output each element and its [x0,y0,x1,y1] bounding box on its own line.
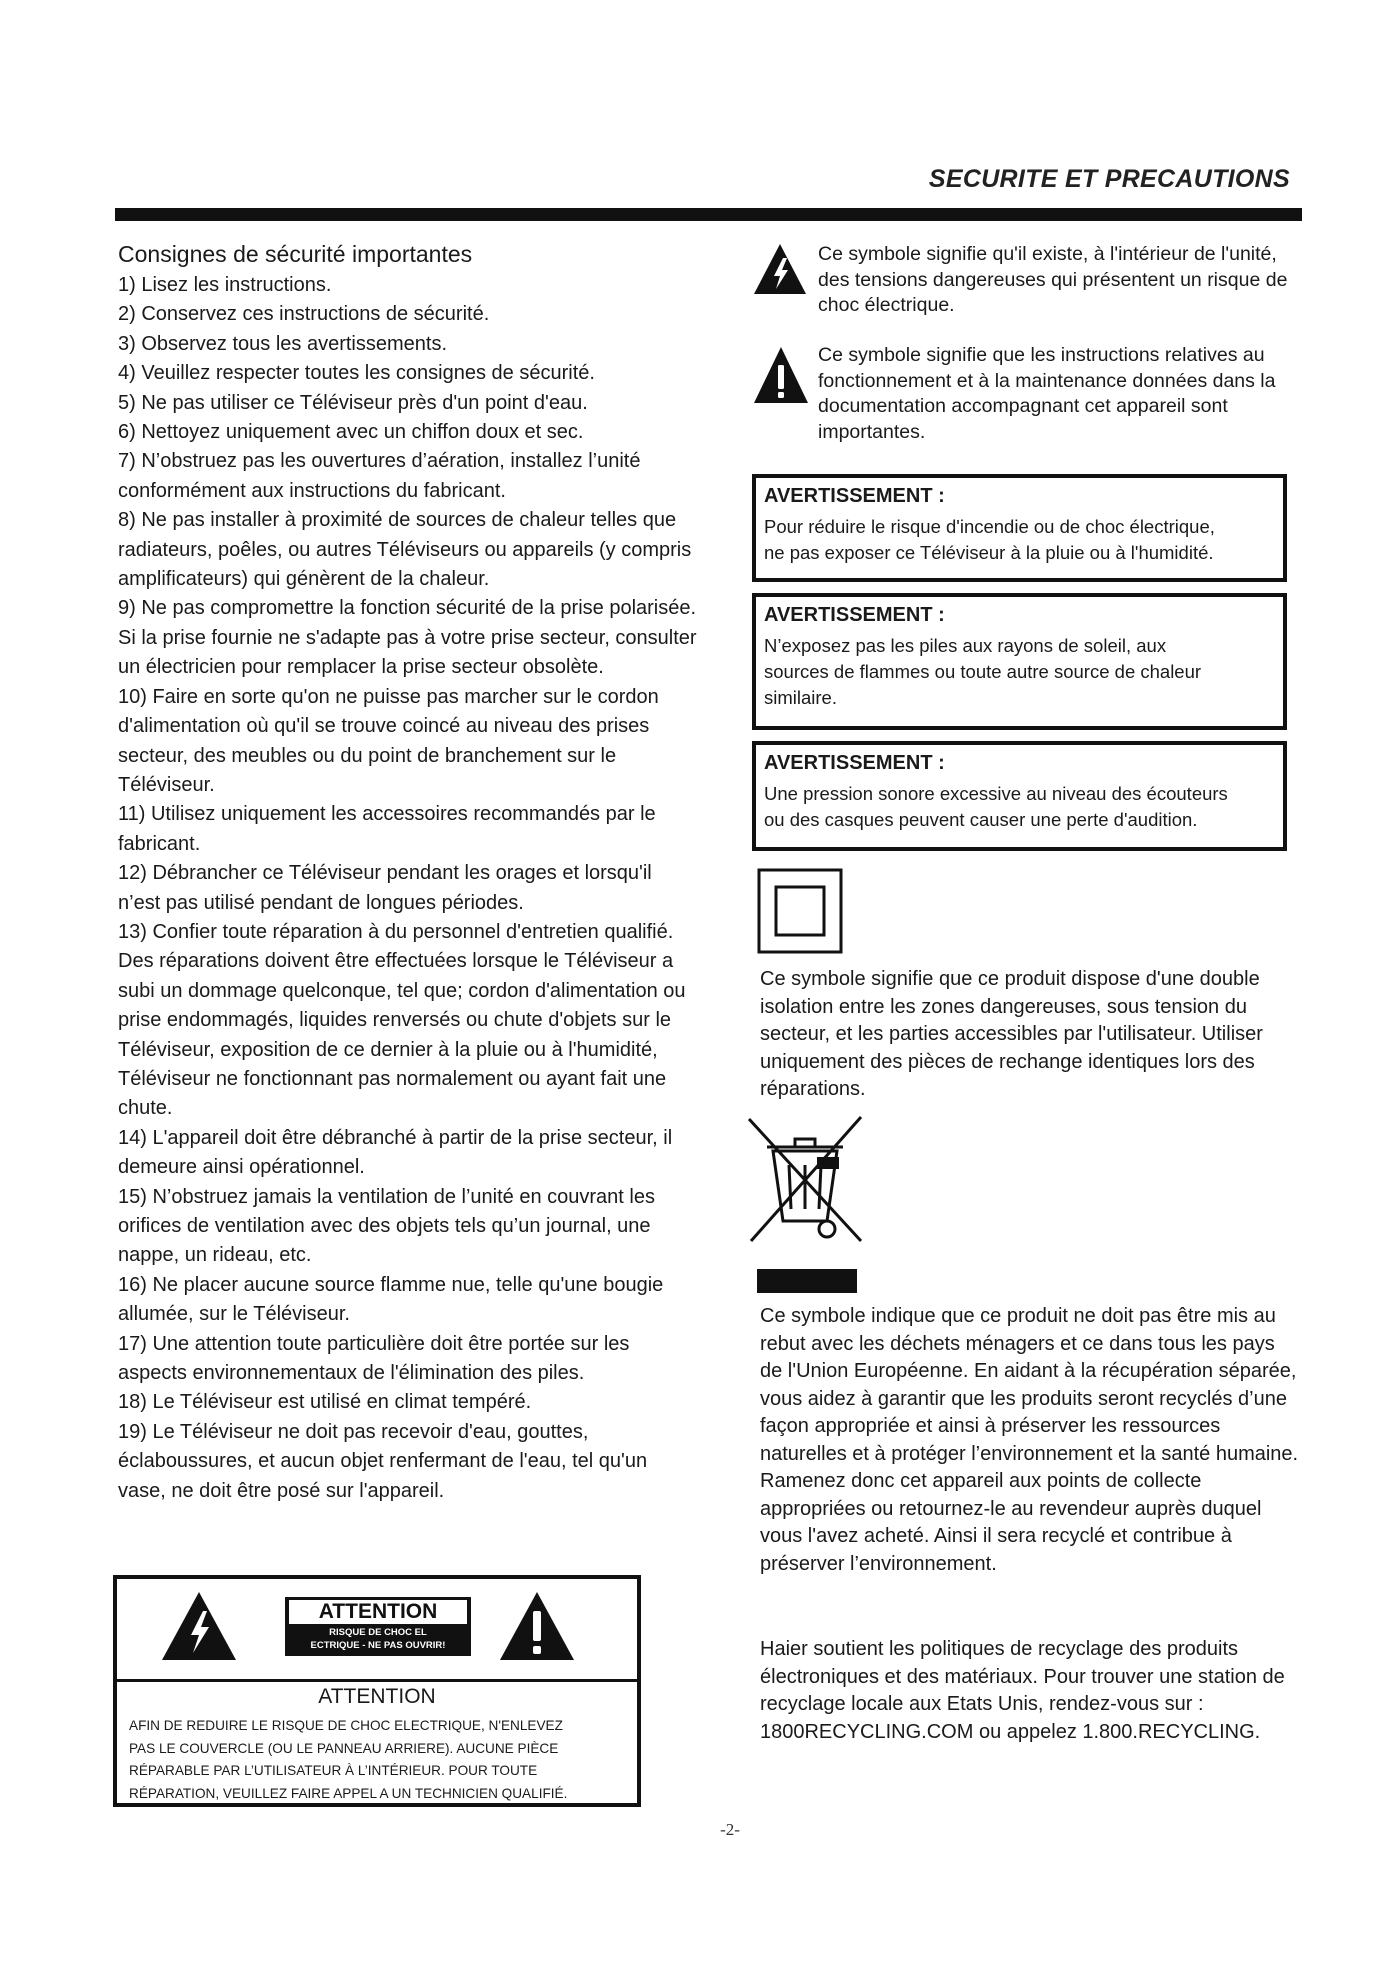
safety-item: 4) Veuillez respecter toutes les consignes de sécurité. [118,362,595,385]
attention-label-sub: ECTRIQUE - NE PAS OUVRIR! [310,1640,446,1651]
lightning-symbol-text: Ce symbole signifie qu'il existe, à l'intérieur de l'unité, des tensions dangereuses qui présentent un risque de choc électrique. [818,243,1288,316]
safety-item: 8) Ne pas installer à proximité de sources de chaleur telles que radiateurs, poêles, ou autres Téléviseurs ou appareils (y compris amplificateurs) qui génèrent de la chaleur. [118,509,692,591]
attention-caution-box [113,1575,641,1807]
warning-line: Pour réduire le risque d'incendie ou de choc électrique, [764,516,1215,537]
safety-item: 19) Le Téléviseur ne doit pas recevoir d'eau, gouttes, éclaboussures, et aucun objet renfermant de l'eau, tel qu'un vase, ne doit être posé sur l'appareil. [118,1420,648,1502]
warning-box-hearing [752,741,1287,851]
warning-title: AVERTISSEMENT : [764,485,945,507]
attention-label-sub: RISQUE DE CHOC EL [329,1627,427,1638]
safety-heading: Consignes de sécurité importantes [118,241,473,267]
weee-black-bar [757,1269,857,1293]
safety-item: 6) Nettoyez uniquement avec un chiffon doux et sec. [118,421,584,444]
safety-item: 12) Débrancher ce Téléviseur pendant les orages et lorsqu'il n’est pas utilisé pendant de longues périodes. [118,862,652,914]
lightning-warning-icon [159,1589,239,1663]
exclamation-symbol-text: Ce symbole signifie que les instructions relatives au fonctionnement et à la maintenance données dans la documentation accompagnant cet appareil sont importantes. [818,344,1276,443]
attention-body-line: RÉPARABLE PAR L’UTILISATEUR À L’INTÉRIEUR. POUR TOUTE [129,1763,538,1778]
exclamation-triangle-icon [752,345,810,405]
warning-line: ou des casques peuvent causer une perte d'audition. [764,809,1198,830]
warning-box-moisture [752,474,1287,582]
safety-item: 5) Ne pas utiliser ce Téléviseur près d'un point d'eau. [118,391,588,414]
attention-body-line: AFIN DE REDUIRE LE RISQUE DE CHOC ELECTRIQUE, N'ENLEVEZ [129,1718,563,1733]
crossed-bin-icon [743,1113,867,1245]
attention-title: ATTENTION [318,1685,436,1708]
page-section-title: SECURITE ET PRECAUTIONS [928,165,1290,193]
exclamation-symbol-row [752,343,1312,453]
attention-label-title: ATTENTION [289,1600,467,1624]
safety-item: 17) Une attention toute particulière doit être portée sur les aspects environnementaux de l'élimination des piles. [118,1332,630,1385]
warning-title: AVERTISSEMENT : [764,604,945,626]
warning-line: Une pression sonore excessive au niveau des écouteurs [764,783,1228,804]
safety-item: 3) Observez tous les avertissements. [118,332,448,355]
attention-body-line: RÉPARATION, VEUILLEZ FAIRE APPEL A UN TECHNICIEN QUALIFIÉ. [129,1785,568,1801]
safety-item: 13) Confier toute réparation à du personnel d'entretien qualifié. Des réparations doivent être effectuées lorsque le Téléviseur a subi un dommage quelconque, tel que; cordon d'alimentation ou prise endommagés, liquides renversés ou chute d'objets sur le Téléviseur, exposition de ce dernier à la pluie ou à l'humidité, Téléviseur ne fonctionnant pas normalement ou ayant fait une chute. [118,920,686,1120]
weee-text: Ce symbole indique que ce produit ne doit pas être mis au rebut avec les déchets ménagers et ce dans tous les pays de l'Union Européenne. En aidant à la récupération séparée, vous aidez à garantir que les produits seront recyclés d’une façon appropriée et ainsi à préserver les ressources naturelles et à protéger l’environnement et la santé humaine. Ramenez donc cet appareil aux points de collecte appropriées ou retournez-le au revendeur auprès duquel vous l'avez acheté. Ainsi il sera recyclé et contribue à préserver l’environnement. [760,1305,1299,1575]
double-insulation-text: Ce symbole signifie que ce produit dispose d'une double isolation entre les zones dangereuses, sous tension du secteur, et les parties accessibles par l'utilisateur. Utiliser uniquement des pièces de rechange identiques lors des réparations. [760,968,1263,1100]
warning-title: AVERTISSEMENT : [764,752,945,774]
double-insulation-icon [757,868,843,954]
warning-line: similaire. [764,687,837,708]
attention-body-line: PAS LE COUVERCLE (OU LE PANNEAU ARRIERE). AUCUNE PIÈCE [129,1740,559,1756]
attention-body [129,1715,629,1805]
safety-item: 16) Ne placer aucune source flamme nue, telle qu'une bougie allumée, sur le Téléviseur. [118,1273,664,1326]
warning-line: ne pas exposer ce Téléviseur à la pluie ou à l'humidité. [764,542,1214,563]
safety-list [118,271,698,1506]
warning-line: N’exposez pas les piles aux rayons de soleil, aux [764,635,1167,656]
warning-line: sources de flammes ou toute autre source de chaleur [764,661,1202,682]
exclamation-warning-icon [497,1589,577,1663]
page-number: -2- [720,1820,740,1839]
safety-item: 18) Le Téléviseur est utilisé en climat tempéré. [118,1391,532,1414]
safety-item: 7) N’obstruez pas les ouvertures d’aération, installez l’unité conformément aux instructions du fabricant. [118,450,641,502]
safety-item: 11) Utilisez uniquement les accessoires recommandés par le fabricant. [118,803,656,855]
warning-box-batteries [752,593,1287,730]
safety-item: 9) Ne pas compromettre la fonction sécurité de la prise polarisée. Si la prise fournie ne s'adapte pas à votre prise secteur, consulter un électricien pour remplacer la prise secteur obsolète. [118,597,697,679]
lightning-triangle-icon [752,242,808,296]
lightning-symbol-row [752,242,1312,322]
safety-item: 14) L'appareil doit être débranché à partir de la prise secteur, il demeure ainsi opérationnel. [118,1126,673,1179]
safety-instructions [118,240,698,1506]
safety-item: 15) N’obstruez jamais la ventilation de l’unité en couvrant les orifices de ventilation avec des objets tels qu’un journal, une nappe, un rideau, etc. [118,1185,655,1267]
header-rule [115,208,1302,221]
safety-item: 1) Lisez les instructions. [118,274,332,296]
attention-box-header [117,1579,637,1682]
attention-label [285,1597,471,1656]
safety-item: 2) Conservez ces instructions de sécurité. [118,303,490,326]
recycling-text: Haier soutient les politiques de recyclage des produits électroniques et des matériaux. Pour trouver une station de recyclage locale aux Etats Unis, rendez-vous sur : 1800RECYCLING.COM ou appelez 1.800.RECYCLING. [760,1638,1285,1743]
safety-item: 10) Faire en sorte qu'on ne puisse pas marcher sur le cordon d'alimentation où qu'il se trouve coincé au niveau des prises secteur, des meubles ou du point de branchement sur le Téléviseur. [118,685,659,796]
